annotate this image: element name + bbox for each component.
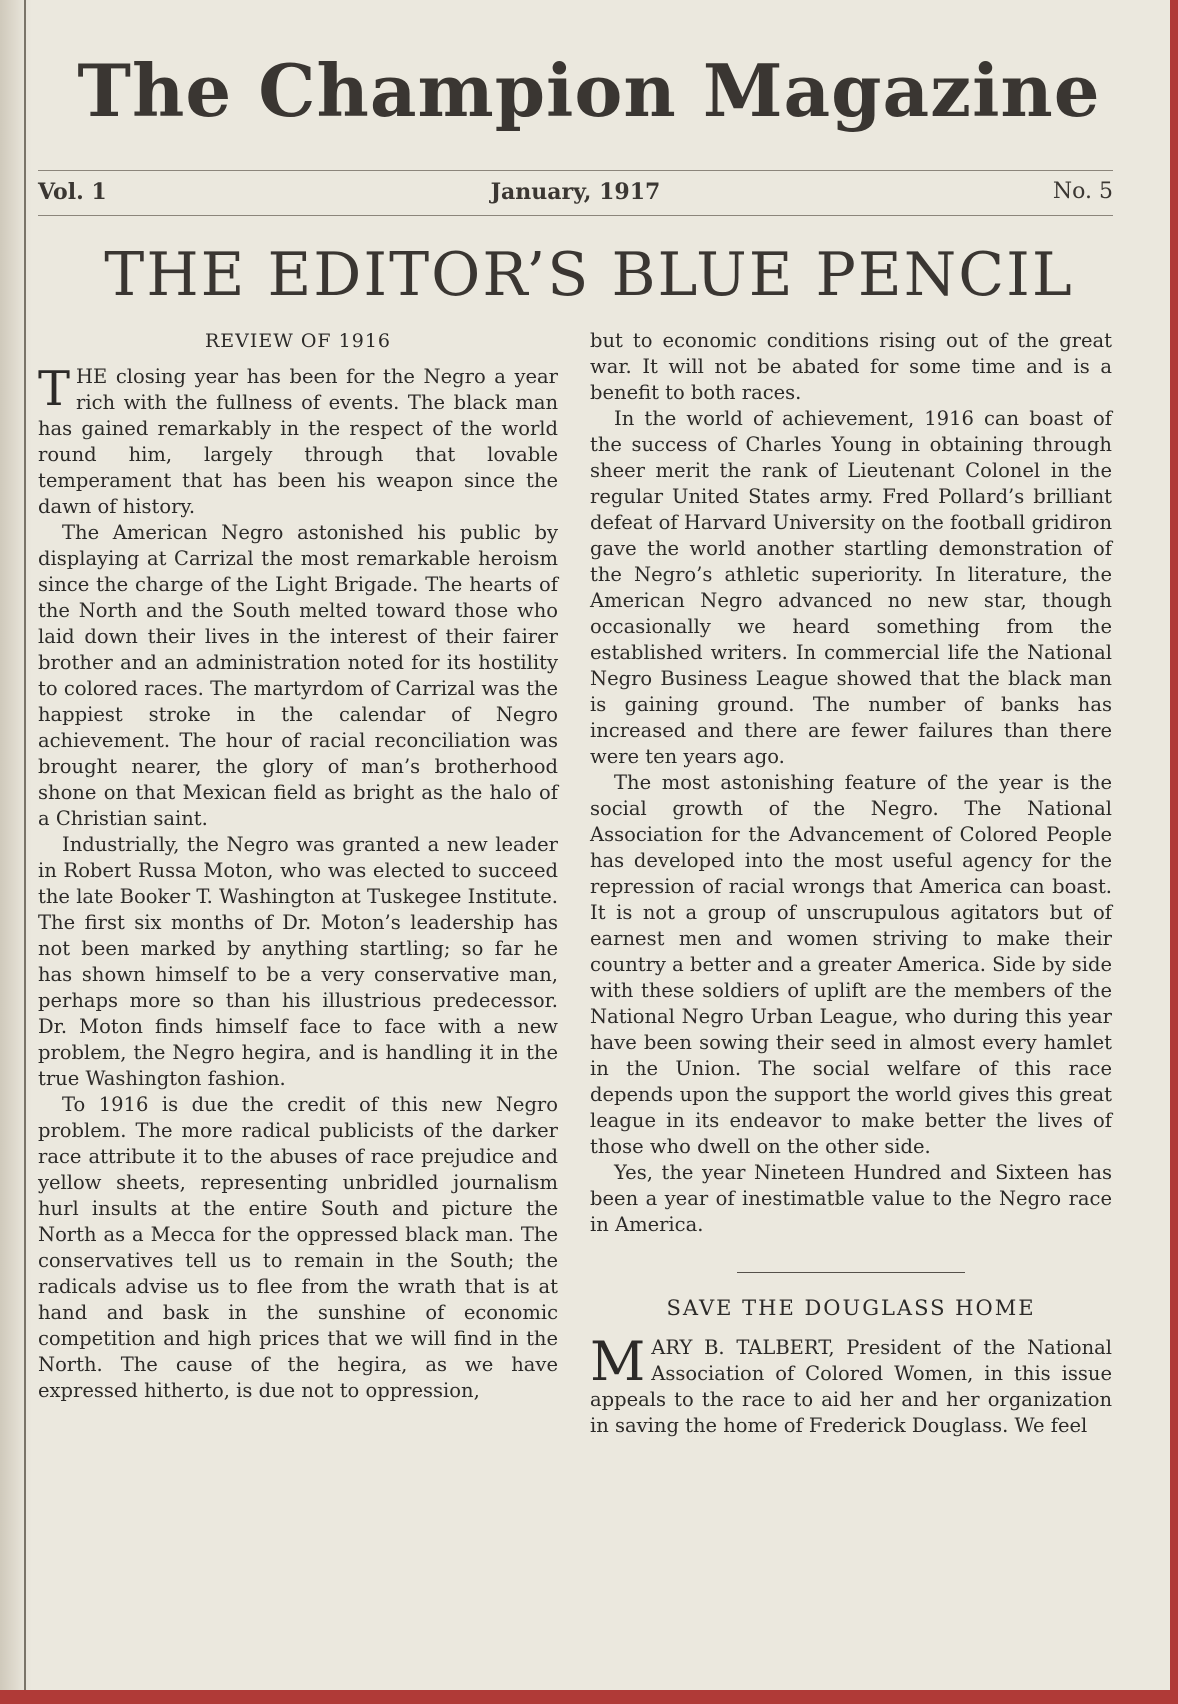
masthead-rule-top (38, 170, 1113, 171)
review-paragraph-5: In the world of achievement, 1916 can boast of the success of Charles Young in obtaining through sheer merit the rank of Lieutenant Colonel in the regular United States army. Fred Pollard’s brilliant defeat of Harvard University on the football gridiron gave the world another startling demonstration of the Negro’s athletic superiority. In literature, the American Negro advanced no new star, though occasionally we heard something from the established writers. In commercial life the National Negro Business League showed that the black man is gaining ground. The number of banks has increased and there are fewer failures than there were ten years ago. (590, 407, 1112, 768)
review-paragraph-3: Industrially, the Negro was granted a new leader in Robert Russa Moton, who was elected to succeed the late Booker T. Washington at Tuskegee Institute. The first six months of Dr. Moton’s leadership has not been marked by anything startling; so far he has shown himself to be a very conservative man, perhaps more so than his illustrious predecessor. Dr. Moton finds himself face to face with a new problem, the Negro hegira, and is handling it in the true Washington fashion. (38, 833, 558, 1090)
review-paragraph-4-continued: but to economic conditions rising out of the great war. It will not be abated for some time and is a benefit to both races. (590, 329, 1112, 404)
review-paragraph-1: THE closing year has been for the Negro a year rich with the fullness of events. The black man has gained remarkably in the respect of the world round him, largely through that lovable temperament that has been his weapon since the dawn of history. (38, 361, 558, 518)
douglass-subhead: SAVE THE DOUGLASS HOME (666, 1296, 1036, 1320)
review-paragraph-4: To 1916 is due the credit of this new Negro problem. The more radical publicists of the darker race attribute it to the abuses of race prejudice and yellow sheets, representing unbridled journalism hurl insults at the entire South and picture the North as a Mecca for the oppressed black man. The conservatives tell us to remain in the South; the radicals advise us to flee from the wrath that is at hand and bask in the sunshine of economic competition and high prices that we will find in the North. The cause of the hegira, as we have expressed hitherto, is due not to oppression, (38, 1093, 558, 1402)
douglass-dropcap: M (590, 1330, 646, 1393)
section-headline: THE EDITOR’S BLUE PENCIL (104, 240, 1074, 310)
issue-date: January, 1917 (490, 179, 661, 205)
douglass-paragraph-1: MARY B. TALBERT, President of the National Association of Colored Women, in this issue appeals to the race to aid her and her organization in saving the home of Frederick Douglass. We feel (590, 1330, 1112, 1437)
issue-number: No. 5 (1052, 179, 1113, 204)
section-divider (737, 1272, 965, 1273)
review-paragraph-7: Yes, the year Nineteen Hundred and Sixteen has been a year of inestimatble value to the Negro race in America. (590, 1161, 1112, 1236)
review-subhead: REVIEW OF 1916 (205, 330, 391, 352)
article-column-right (590, 328, 1112, 1439)
volume-label: Vol. 1 (38, 179, 107, 205)
masthead-rule-bottom (38, 215, 1113, 216)
review-dropcap: T (38, 361, 71, 417)
review-paragraph-2: The American Negro astonished his public by displaying at Carrizal the most remarkable heroism since the charge of the Light Brigade. The hearts of the North and the South melted toward those who laid down their lives in the interest of their fairer brother and an administration noted for its hostility to colored races. The martyrdom of Carrizal was the happiest stroke in the calendar of Negro achievement. The hour of racial reconciliation was brought nearer, the glory of man’s brotherhood shone on that Mexican field as bright as the halo of a Christian saint. (38, 521, 558, 830)
review-paragraph-6: The most astonishing feature of the year is the social growth of the Negro. The National Association for the Advancement of Colored People has developed into the most useful agency for the repression of racial wrongs that America can boast. It is not a group of unscrupulous agitators but of earnest men and women striving to make their country a better and a greater America. Side by side with these soldiers of uplift are the members of the National Negro Urban League, who during this year have been sowing their seed in almost every hamlet in the Union. The social welfare of this race depends upon the support the world gives this great league in its endeavor to make better the lives of those who dwell on the other side. (590, 771, 1112, 1158)
page-edge-bottom (0, 1690, 1178, 1704)
magazine-masthead: The Champion Magazine (77, 48, 1101, 133)
article-column-left (38, 328, 558, 1404)
issue-line (38, 179, 1113, 207)
